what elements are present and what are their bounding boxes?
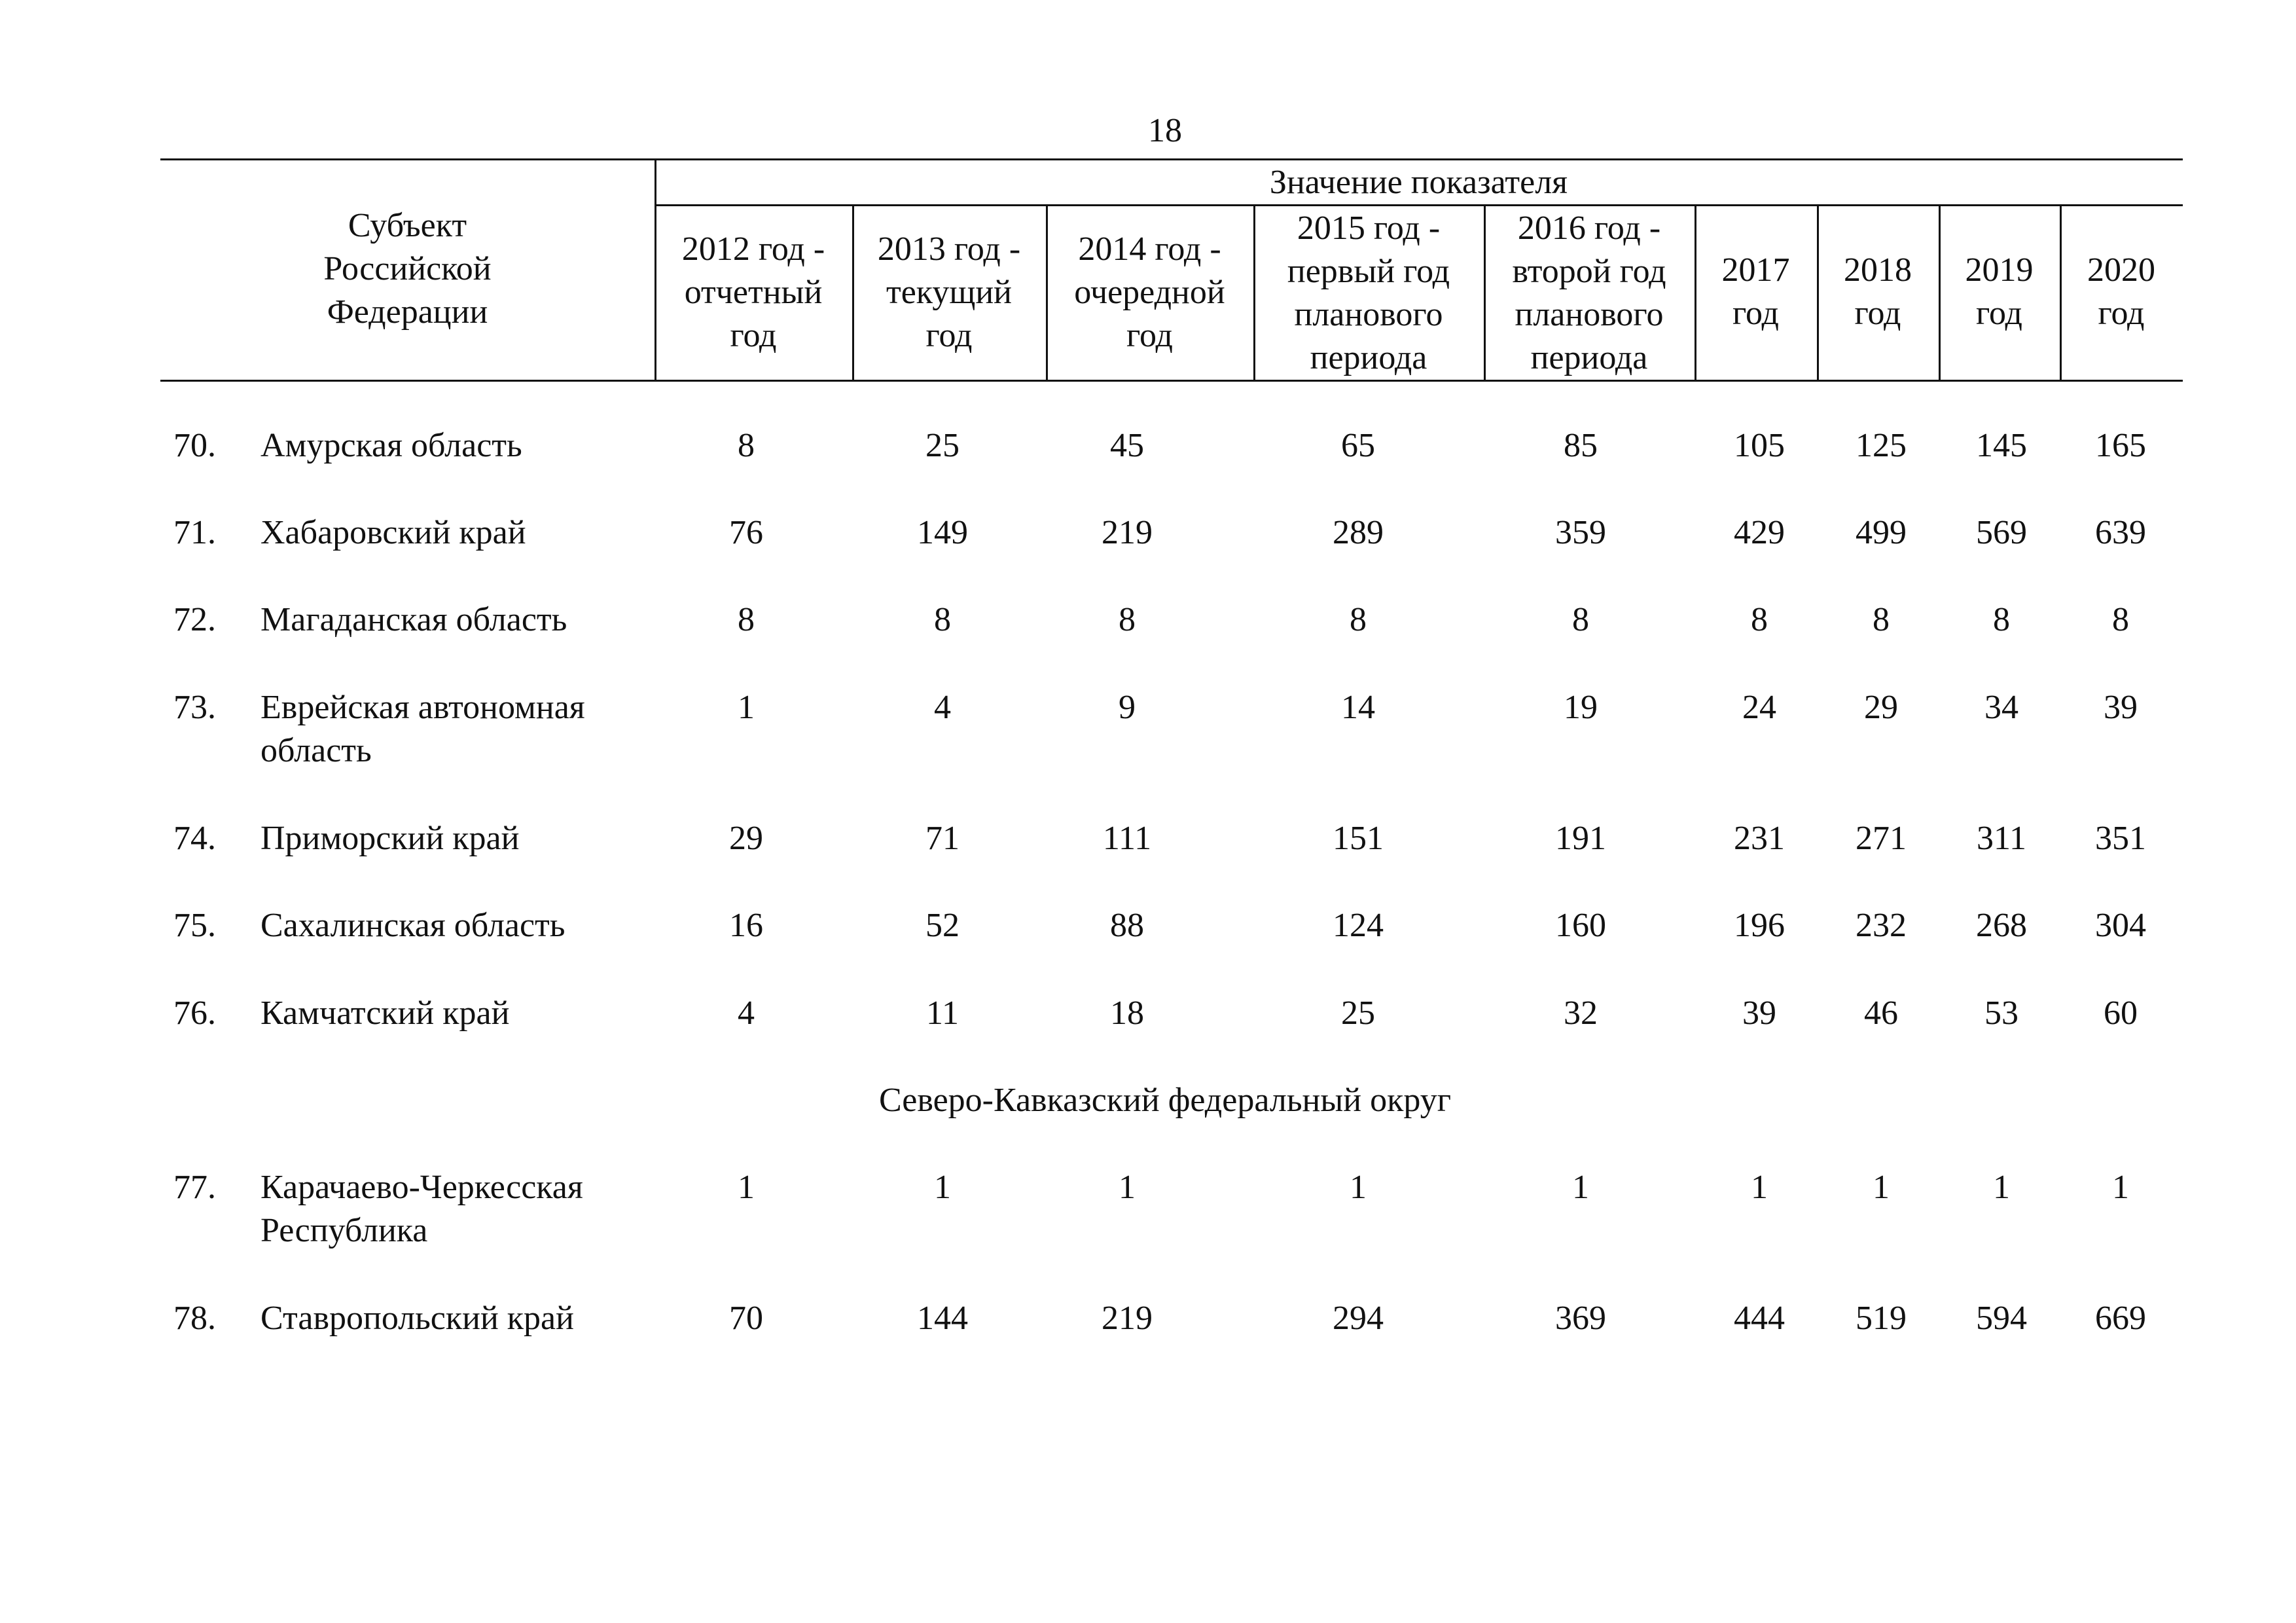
value-cell: 1 [738, 1169, 755, 1206]
value-cell: 232 [1856, 907, 1907, 944]
value-cell: 60 [2104, 994, 2138, 1032]
column-header-line: год [730, 317, 777, 354]
value-cell: 19 [1564, 689, 1598, 726]
column-header-line: 2018 [1844, 251, 1912, 289]
column-header-0 [655, 228, 852, 357]
column-header-line: 2016 год - [1517, 210, 1661, 247]
value-cell: 219 [1102, 514, 1153, 551]
value-cell: 8 [738, 427, 755, 464]
value-cell: 45 [1110, 427, 1144, 464]
row-index: 70. [173, 427, 216, 464]
region-name [260, 424, 653, 467]
column-header-line: второй год [1512, 253, 1666, 290]
value-cell: 11 [925, 994, 960, 1032]
value-cell: 569 [1976, 514, 2027, 551]
value-cell: 351 [2095, 820, 2146, 857]
column-header-line: год [1732, 295, 1779, 332]
value-cell: 76 [729, 514, 763, 551]
region-name [260, 1166, 653, 1252]
region-name-line: Ставропольский край [260, 1300, 574, 1337]
value-cell: 1 [1993, 1169, 2010, 1206]
value-cell: 18 [1110, 994, 1144, 1032]
value-cell: 16 [729, 907, 763, 944]
value-cell: 32 [1564, 994, 1598, 1032]
column-header-line: периода [1310, 339, 1427, 376]
column-header-line: 2014 год - [1078, 230, 1221, 268]
column-header-3 [1253, 207, 1484, 380]
header-bottom-rule [160, 380, 2183, 382]
column-header-5 [1695, 249, 1817, 335]
value-cell: 39 [2104, 689, 2138, 726]
column-header-line: 2012 год - [681, 230, 825, 268]
region-name [260, 686, 653, 773]
value-cell: 369 [1555, 1300, 1606, 1337]
value-cell: 46 [1864, 994, 1898, 1032]
value-cell: 639 [2095, 514, 2146, 551]
column-header-7 [1939, 249, 2060, 335]
value-cell: 1 [1119, 1169, 1136, 1206]
value-cell: 1 [934, 1169, 951, 1206]
column-header-line: год [925, 317, 973, 354]
value-cell: 145 [1976, 427, 2027, 464]
region-name-line: Хабаровский край [260, 514, 526, 551]
column-header-8 [2060, 249, 2183, 335]
value-cell: 444 [1734, 1300, 1785, 1337]
region-name [260, 598, 653, 642]
region-name [260, 817, 653, 860]
value-cell: 594 [1976, 1300, 2027, 1337]
value-cell: 52 [925, 907, 960, 944]
row-index: 71. [173, 514, 216, 551]
region-name-line: Магаданская область [260, 601, 567, 638]
region-name-line: Еврейская автономная [260, 689, 585, 726]
value-cell: 8 [1751, 601, 1768, 638]
value-cell: 8 [1350, 601, 1367, 638]
value-cell: 289 [1333, 514, 1384, 551]
subject-header-line: Российской [323, 250, 492, 287]
column-header-line: 2013 год - [877, 230, 1021, 268]
column-header-line: 2020 [2087, 251, 2155, 289]
value-cell: 34 [1984, 689, 2018, 726]
column-header-line: планового [1294, 296, 1443, 333]
row-index: 78. [173, 1300, 216, 1337]
value-cell: 271 [1856, 820, 1907, 857]
column-header-line: текущий [886, 274, 1013, 311]
value-cell: 1 [1350, 1169, 1367, 1206]
value-cell: 219 [1102, 1300, 1153, 1337]
value-cell: 1 [2112, 1169, 2129, 1206]
region-name [260, 904, 653, 947]
header-top-rule [160, 158, 2183, 160]
value-cell: 111 [1102, 820, 1152, 857]
subject-header [160, 204, 655, 334]
value-cell: 25 [1341, 994, 1375, 1032]
region-name [260, 992, 653, 1035]
column-header-line: отчетный [684, 274, 823, 311]
value-cell: 196 [1734, 907, 1785, 944]
column-header-line: очередной [1074, 274, 1225, 311]
value-cell: 8 [934, 601, 951, 638]
column-header-line: первый год [1287, 253, 1450, 290]
value-cell: 165 [2095, 427, 2146, 464]
value-cell: 8 [1993, 601, 2010, 638]
row-index: 75. [173, 907, 216, 944]
value-cell: 125 [1856, 427, 1907, 464]
value-cell: 268 [1976, 907, 2027, 944]
value-cell: 14 [1341, 689, 1375, 726]
value-cell: 294 [1333, 1300, 1384, 1337]
value-cell: 160 [1555, 907, 1606, 944]
value-cell: 144 [917, 1300, 968, 1337]
page-number: 18 [1148, 112, 1182, 149]
column-header-line: год [2098, 295, 2145, 332]
value-cell: 8 [2112, 601, 2129, 638]
value-cell: 24 [1742, 689, 1776, 726]
column-header-line: год [1976, 295, 2022, 332]
value-cell: 311 [1976, 820, 2027, 857]
region-name-line: Амурская область [260, 427, 522, 464]
value-cell: 499 [1856, 514, 1907, 551]
region-name-line: Карачаево-Черкесская [260, 1169, 583, 1206]
value-cell: 29 [729, 820, 763, 857]
region-name-line: Камчатский край [260, 994, 510, 1032]
value-cell: 4 [738, 994, 755, 1032]
value-cell: 1 [1751, 1169, 1768, 1206]
value-cell: 429 [1734, 514, 1785, 551]
value-cell: 151 [1333, 820, 1384, 857]
value-cell: 29 [1864, 689, 1898, 726]
subject-header-line: Субъект [348, 207, 467, 244]
column-header-line: 2019 [1965, 251, 2034, 289]
row-index: 73. [173, 689, 216, 726]
region-name-line: Приморский край [260, 820, 520, 857]
column-header-line: год [1854, 295, 1901, 332]
value-cell: 53 [1984, 994, 2018, 1032]
subject-header-line: Федерации [327, 293, 488, 331]
value-cell: 8 [1572, 601, 1589, 638]
row-index: 77. [173, 1169, 216, 1206]
value-cell: 669 [2095, 1300, 2146, 1337]
value-cell: 85 [1564, 427, 1598, 464]
value-cell: 124 [1333, 907, 1384, 944]
column-header-4 [1484, 207, 1695, 380]
column-header-1 [852, 228, 1046, 357]
region-name [260, 511, 653, 555]
value-header: Значение показателя [1269, 164, 1568, 201]
value-cell: 8 [1119, 601, 1136, 638]
value-cell: 8 [1873, 601, 1890, 638]
section-heading: Северо-Кавказский федеральный округ [878, 1082, 1452, 1119]
column-header-line: периода [1530, 339, 1648, 376]
value-cell: 519 [1856, 1300, 1907, 1337]
value-cell: 191 [1555, 820, 1606, 857]
value-cell: 149 [917, 514, 968, 551]
value-cell: 25 [925, 427, 960, 464]
value-cell: 8 [738, 601, 755, 638]
value-cell: 71 [925, 820, 960, 857]
column-header-2 [1046, 228, 1253, 357]
column-header-6 [1817, 249, 1939, 335]
value-cell: 304 [2095, 907, 2146, 944]
value-cell: 105 [1734, 427, 1785, 464]
value-cell: 1 [1572, 1169, 1589, 1206]
value-cell: 88 [1110, 907, 1144, 944]
row-index: 74. [173, 820, 216, 857]
value-cell: 231 [1734, 820, 1785, 857]
value-cell: 65 [1341, 427, 1375, 464]
value-cell: 4 [934, 689, 951, 726]
region-name [260, 1297, 653, 1340]
region-name-line: Сахалинская область [260, 907, 565, 944]
column-header-line: 2015 год - [1297, 210, 1441, 247]
value-cell: 1 [1873, 1169, 1890, 1206]
value-cell: 39 [1742, 994, 1776, 1032]
header-mid-rule [655, 204, 2183, 206]
value-cell: 359 [1555, 514, 1606, 551]
row-index: 76. [173, 994, 216, 1032]
value-cell: 9 [1119, 689, 1136, 726]
row-index: 72. [173, 601, 216, 638]
value-cell: 70 [729, 1300, 763, 1337]
column-header-line: год [1126, 317, 1173, 354]
region-name-line: Республика [260, 1212, 428, 1249]
column-header-line: планового [1515, 296, 1664, 333]
region-name-line: область [260, 732, 372, 769]
column-header-line: 2017 [1721, 251, 1790, 289]
value-cell: 1 [738, 689, 755, 726]
